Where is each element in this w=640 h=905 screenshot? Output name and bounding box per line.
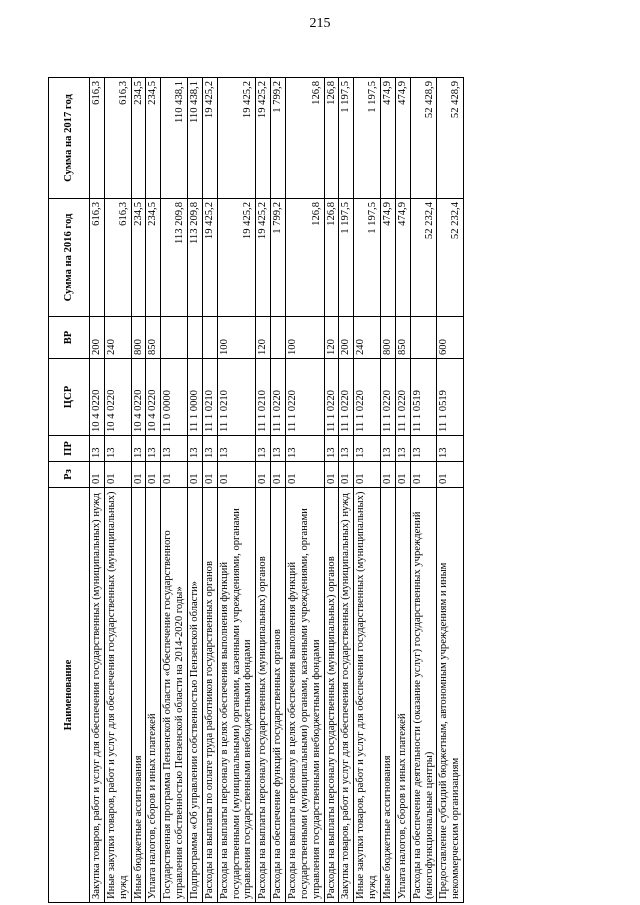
budget-table (48, 77, 464, 903)
cell-sum-2017: 52 428,9 (410, 78, 437, 199)
cell-sum-2016: 126,8 (324, 199, 339, 317)
header-sum-2017: Сумма на 2017 год (49, 78, 90, 199)
cell-pr: 13 (161, 436, 188, 462)
cell-vr: 200 (90, 317, 105, 359)
cell-pr: 13 (90, 436, 105, 462)
cell-vr (410, 317, 437, 359)
cell-name: Подпрограмма «Об управлении собственностью Пензенской области» (188, 488, 203, 903)
cell-name: Расходы на обеспечение деятельности (оказание услуг) государственных учреждений (многофункциональные центры) (410, 488, 437, 903)
cell-vr (188, 317, 203, 359)
cell-csr: 11 1 0210 (217, 359, 256, 436)
cell-sum-2016: 113 209,8 (188, 199, 203, 317)
cell-pr: 13 (395, 436, 410, 462)
cell-vr: 800 (381, 317, 396, 359)
table-body (90, 78, 464, 903)
cell-pr: 13 (339, 436, 354, 462)
cell-sum-2016: 52 232,4 (410, 199, 437, 317)
cell-sum-2017: 1 799,2 (271, 78, 286, 199)
cell-csr: 11 1 0000 (188, 359, 203, 436)
table-row (131, 78, 146, 903)
cell-sum-2016: 1 799,2 (271, 199, 286, 317)
cell-name: Государственная программа Пензенской области «Обеспечение государственного управления собственностью Пензенской области на 2014-2020 годы» (161, 488, 188, 903)
cell-sum-2016: 19 425,2 (256, 199, 271, 317)
cell-rz: 01 (104, 462, 131, 488)
header-csr: ЦСР (49, 359, 90, 436)
cell-csr: 10 4 0220 (90, 359, 105, 436)
cell-sum-2016: 234,5 (131, 199, 146, 317)
cell-csr: 11 1 0220 (324, 359, 339, 436)
table-row (395, 78, 410, 903)
cell-rz: 01 (437, 462, 464, 488)
cell-vr: 800 (131, 317, 146, 359)
table-row (104, 78, 131, 903)
table-row (202, 78, 217, 903)
cell-pr: 13 (354, 436, 381, 462)
cell-pr: 13 (104, 436, 131, 462)
rotated-table-content (48, 78, 578, 903)
table-row (354, 78, 381, 903)
cell-sum-2016: 52 232,4 (437, 199, 464, 317)
page-number: 215 (309, 16, 331, 31)
table-header-row (49, 78, 90, 903)
cell-pr: 13 (271, 436, 286, 462)
cell-csr: 10 4 0220 (104, 359, 131, 436)
cell-csr: 11 0 0000 (161, 359, 188, 436)
cell-vr: 600 (437, 317, 464, 359)
cell-name: Иные закупки товаров, работ и услуг для обеспечения государственных (муниципальных) нужд (104, 488, 131, 903)
cell-csr: 11 1 0210 (202, 359, 217, 436)
cell-csr: 11 1 0220 (271, 359, 286, 436)
cell-pr: 13 (146, 436, 161, 462)
cell-name: Закупка товаров, работ и услуг для обеспечения государственных (муниципальных) нужд (339, 488, 354, 903)
header-sum-2016: Сумма на 2016 год (49, 199, 90, 317)
cell-sum-2017: 19 425,2 (202, 78, 217, 199)
table-row (146, 78, 161, 903)
cell-vr: 240 (354, 317, 381, 359)
cell-pr: 13 (381, 436, 396, 462)
cell-name: Расходы на выплаты персоналу государственных (муниципальных) органов (256, 488, 271, 903)
cell-rz: 01 (354, 462, 381, 488)
cell-rz: 01 (286, 462, 325, 488)
cell-sum-2016: 126,8 (286, 199, 325, 317)
cell-rz: 01 (217, 462, 256, 488)
cell-name: Предоставление субсидий бюджетным, автономным учреждениям и иным некоммерческим организациям (437, 488, 464, 903)
cell-sum-2017: 126,8 (286, 78, 325, 199)
cell-sum-2016: 19 425,2 (202, 199, 217, 317)
cell-csr: 11 1 0220 (395, 359, 410, 436)
cell-sum-2016: 474,9 (381, 199, 396, 317)
cell-name: Расходы на выплаты по оплате труда работников государственных органов (202, 488, 217, 903)
cell-vr: 120 (256, 317, 271, 359)
cell-sum-2016: 1 197,5 (339, 199, 354, 317)
cell-sum-2017: 234,5 (146, 78, 161, 199)
cell-rz: 01 (90, 462, 105, 488)
cell-csr: 11 1 0220 (381, 359, 396, 436)
table-row (286, 78, 325, 903)
table-row (381, 78, 396, 903)
cell-sum-2017: 1 197,5 (354, 78, 381, 199)
table-row (437, 78, 464, 903)
cell-sum-2016: 474,9 (395, 199, 410, 317)
cell-sum-2017: 474,9 (395, 78, 410, 199)
cell-vr (161, 317, 188, 359)
cell-name: Уплата налогов, сборов и иных платежей (395, 488, 410, 903)
cell-name: Расходы на выплаты персоналу государственных (муниципальных) органов (324, 488, 339, 903)
cell-sum-2016: 234,5 (146, 199, 161, 317)
header-vr: ВР (49, 317, 90, 359)
cell-csr: 10 4 0220 (131, 359, 146, 436)
cell-rz: 01 (256, 462, 271, 488)
cell-rz: 01 (271, 462, 286, 488)
cell-pr: 13 (217, 436, 256, 462)
cell-vr: 850 (146, 317, 161, 359)
cell-rz: 01 (410, 462, 437, 488)
table-row (271, 78, 286, 903)
cell-csr: 11 1 0210 (256, 359, 271, 436)
cell-name: Расходы на выплаты персоналу в целях обеспечения выполнения функций государственными (муниципальными) органами, казенными учреждениями, органами управления государственными внебюджетными фондами (286, 488, 325, 903)
cell-name: Расходы на обеспечение функций государственных органов (271, 488, 286, 903)
cell-rz: 01 (146, 462, 161, 488)
cell-vr: 100 (217, 317, 256, 359)
cell-sum-2016: 616,3 (104, 199, 131, 317)
cell-pr: 13 (410, 436, 437, 462)
cell-rz: 01 (324, 462, 339, 488)
cell-pr: 13 (437, 436, 464, 462)
cell-csr: 11 1 0220 (354, 359, 381, 436)
cell-vr: 120 (324, 317, 339, 359)
cell-sum-2016: 616,3 (90, 199, 105, 317)
cell-rz: 01 (339, 462, 354, 488)
cell-sum-2016: 19 425,2 (217, 199, 256, 317)
cell-rz: 01 (131, 462, 146, 488)
cell-vr: 850 (395, 317, 410, 359)
cell-rz: 01 (188, 462, 203, 488)
rotated-table-frame (48, 78, 578, 903)
cell-sum-2016: 1 197,5 (354, 199, 381, 317)
table-row (324, 78, 339, 903)
cell-pr: 13 (256, 436, 271, 462)
cell-pr: 13 (188, 436, 203, 462)
table-row (217, 78, 256, 903)
cell-name: Расходы на выплаты персоналу в целях обеспечения выполнения функций государственными (муниципальными) органами, казенными учреждениями, органами управления государственными внебюджетными фондами (217, 488, 256, 903)
cell-pr: 13 (286, 436, 325, 462)
cell-name: Уплата налогов, сборов и иных платежей (146, 488, 161, 903)
cell-rz: 01 (381, 462, 396, 488)
cell-vr: 240 (104, 317, 131, 359)
cell-name: Закупка товаров, работ и услуг для обеспечения государственных (муниципальных) нужд (90, 488, 105, 903)
cell-csr: 11 1 0220 (286, 359, 325, 436)
cell-vr (202, 317, 217, 359)
header-pr: ПР (49, 436, 90, 462)
cell-rz: 01 (161, 462, 188, 488)
cell-sum-2017: 52 428,9 (437, 78, 464, 199)
cell-sum-2017: 110 438,1 (188, 78, 203, 199)
table-row (188, 78, 203, 903)
cell-name: Иные бюджетные ассигнования (131, 488, 146, 903)
cell-sum-2016: 113 209,8 (161, 199, 188, 317)
cell-vr: 100 (286, 317, 325, 359)
cell-vr: 200 (339, 317, 354, 359)
cell-pr: 13 (202, 436, 217, 462)
cell-vr (271, 317, 286, 359)
cell-sum-2017: 19 425,2 (217, 78, 256, 199)
table-row (256, 78, 271, 903)
cell-sum-2017: 126,8 (324, 78, 339, 199)
cell-sum-2017: 616,3 (104, 78, 131, 199)
cell-csr: 11 1 0220 (339, 359, 354, 436)
cell-pr: 13 (324, 436, 339, 462)
cell-sum-2017: 19 425,2 (256, 78, 271, 199)
cell-sum-2017: 1 197,5 (339, 78, 354, 199)
cell-name: Иные бюджетные ассигнования (381, 488, 396, 903)
cell-csr: 11 1 0519 (410, 359, 437, 436)
cell-csr: 10 4 0220 (146, 359, 161, 436)
cell-csr: 11 1 0519 (437, 359, 464, 436)
header-name: Наименование (49, 488, 90, 903)
cell-rz: 01 (395, 462, 410, 488)
table-row (161, 78, 188, 903)
table-row (339, 78, 354, 903)
table-row (90, 78, 105, 903)
cell-sum-2017: 110 438,1 (161, 78, 188, 199)
cell-sum-2017: 474,9 (381, 78, 396, 199)
cell-pr: 13 (131, 436, 146, 462)
cell-rz: 01 (202, 462, 217, 488)
table-row (410, 78, 437, 903)
header-rz: Рз (49, 462, 90, 488)
cell-sum-2017: 234,5 (131, 78, 146, 199)
cell-sum-2017: 616,3 (90, 78, 105, 199)
cell-name: Иные закупки товаров, работ и услуг для обеспечения государственных (муниципальных) нужд (354, 488, 381, 903)
